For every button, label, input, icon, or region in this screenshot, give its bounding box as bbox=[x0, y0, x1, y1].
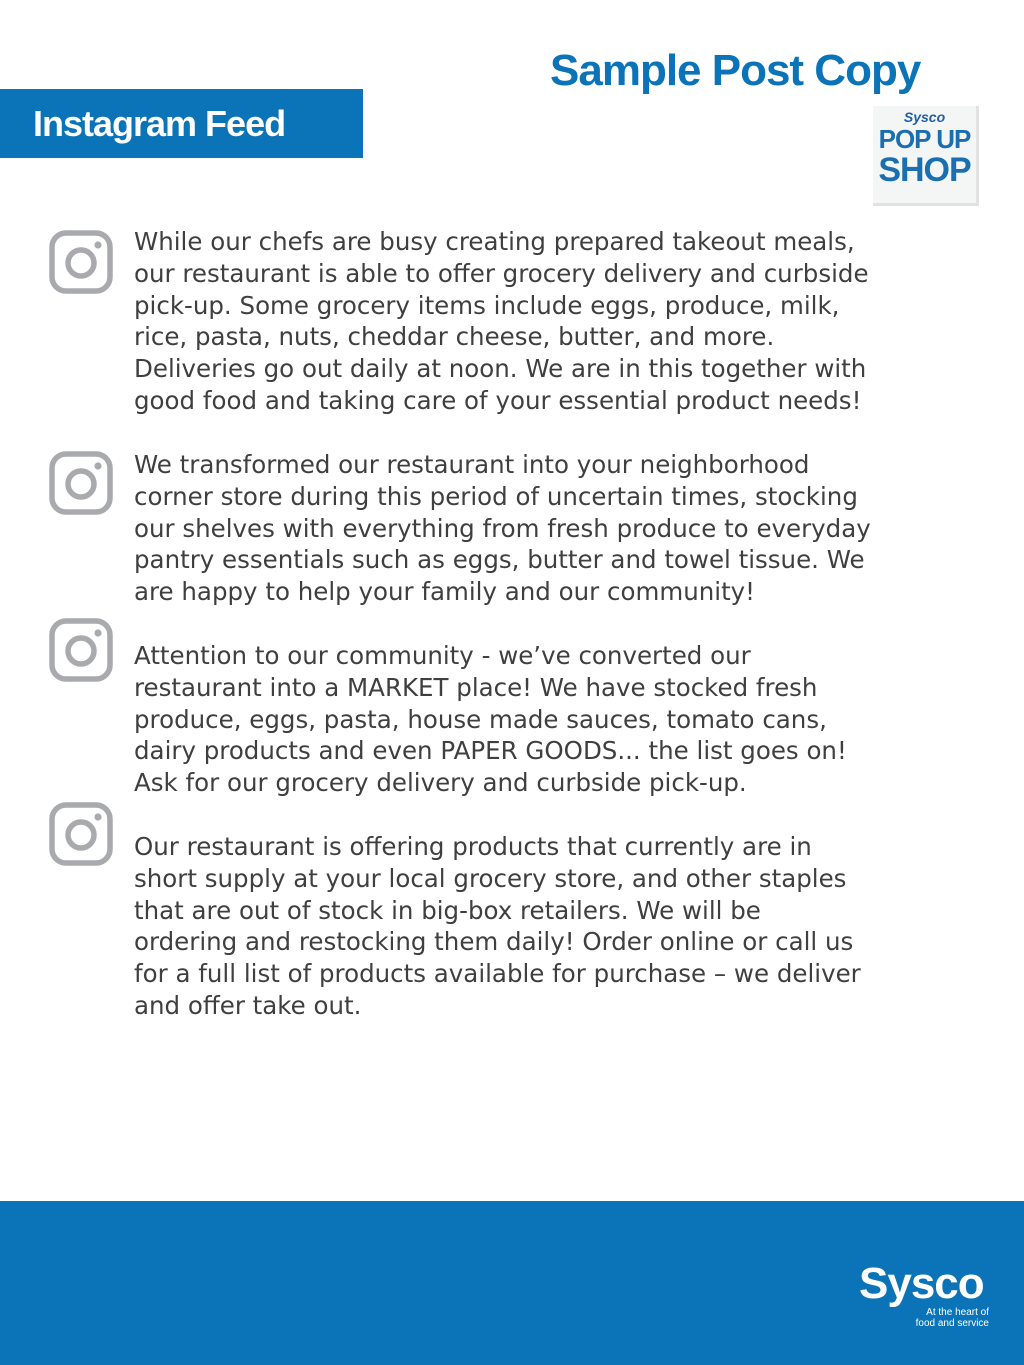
page-title: Sample Post Copy bbox=[550, 46, 921, 95]
instagram-icon bbox=[49, 802, 113, 866]
section-title: Instagram Feed bbox=[33, 103, 286, 144]
post-copy-3: Attention to our community - we’ve converted our restaurant into a MARKET place! We have stocked fresh produce, eggs, pasta, house made sauces, tomato cans, dairy products and even PAPER GOODS... the list goes on! Ask for our grocery delivery and curbside pick-up. bbox=[134, 641, 847, 798]
footer-bar bbox=[0, 1201, 1024, 1365]
popup-logo-line2: SHOP bbox=[878, 151, 971, 189]
sysco-pop-up-shop-logo bbox=[873, 106, 979, 206]
instagram-icon bbox=[49, 230, 113, 294]
sysco-logo bbox=[859, 1261, 989, 1329]
popup-logo-brand: Sysco bbox=[903, 109, 946, 125]
post-copy-4: Our restaurant is offering products that currently are in short supply at your local grocery store, and other staples that are out of stock in big-box retailers. We will be ordering and restocking them daily! Order online or call us for a full list of products available for purchase – we deliver and offer take out. bbox=[134, 832, 861, 1020]
instagram-icon bbox=[49, 451, 113, 515]
footer-brand: Sysco bbox=[859, 1259, 984, 1308]
section-header-bar bbox=[0, 89, 363, 158]
post-copy-2: We transformed our restaurant into your neighborhood corner store during this period of uncertain times, stocking our shelves with everything from fresh produce to everyday pantry essentials such as eggs, butter and towel tissue. We are happy to help your family and our community! bbox=[134, 450, 871, 607]
post-copy-1: While our chefs are busy creating prepared takeout meals, our restaurant is able to offer grocery delivery and curbside pick-up. Some grocery items include eggs, produce, milk, rice, pasta, nuts, cheddar cheese, butter, and more. Deliveries go out daily at noon. We are in this together with good food and taking care of your essential product needs! bbox=[134, 227, 869, 415]
popup-logo-line1: POP UP bbox=[878, 124, 971, 154]
footer-tagline: At the heart of food and service bbox=[915, 1307, 989, 1329]
instagram-icon bbox=[49, 618, 113, 682]
